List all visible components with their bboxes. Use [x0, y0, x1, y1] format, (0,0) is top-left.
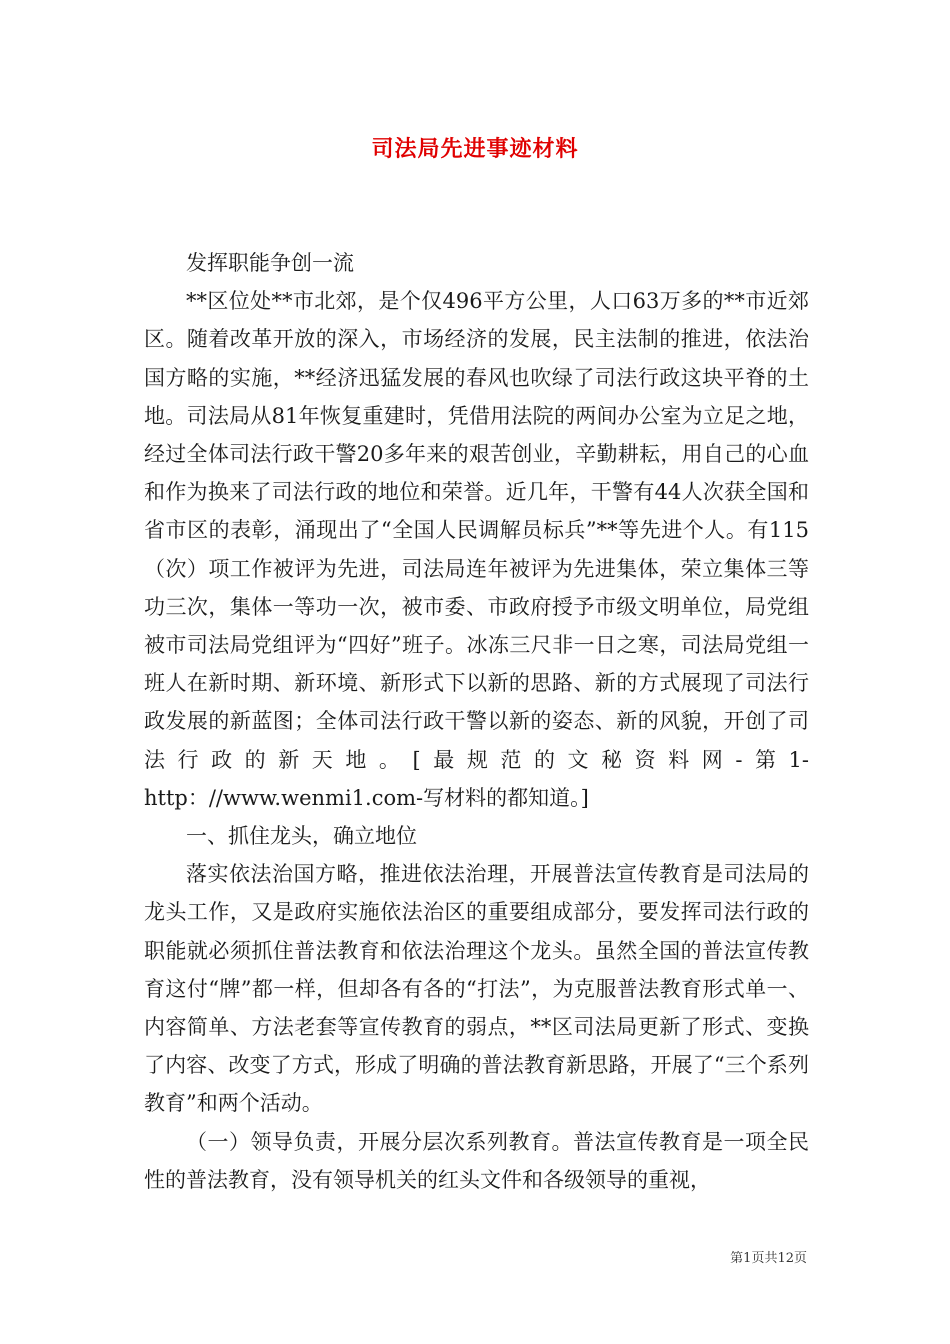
paragraph-intro: **区位处**市北郊，是个仅496平方公里，人口63万多的**市近郊区。随着改革开放的深入，市场经济的发展，民主法制的推进，依法治国方略的实施，**经济迅猛发展的春风也吹绿了司法行政这块平脊的土地。司法局从81年恢复重建时，凭借用法院的两间办公室为立足之地，经过全体司法行政干警20多年来的艰苦创业，辛勤耕耘，用自己的心血和作为换来了司法行政的地位和荣誉。近几年，干警有44人次获全国和省市区的表彰，涌现出了“全国人民调解员标兵”**等先进个人。有115（次）项工作被评为先进，司法局连年被评为先进集体，荣立集体三等功三次，集体一等功一次，被市委、市政府授予市级文明单位，局党组被市司法局党组评为“四好”班子。冰冻三尺非一日之寒，司法局党组一班人在新时期、新环境、新形式下以新的思路、新的方式展现了司法行政发展的新蓝图；全体司法行政干警以新的姿态、新的风貌，开创了司法行政的新天地。[最规范的文秘资料网-第1-http：//www.wenmi1.com-写材料的都知道。] [144, 289, 809, 810]
paragraph-section-1: 落实依法治国方略，推进依法治理，开展普法宣传教育是司法局的龙头工作，又是政府实施依法治区的重要组成部分，要发挥司法行政的职能就必须抓住普法教育和依法治理这个龙头。虽然全国的普法宣传教育这付“牌”都一样，但却各有各的“打法”，为克服普法教育形式单一、内容简单、方法老套等宣传教育的弱点，**区司法局更新了形式、变换了内容、改变了方式，形成了明确的普法教育新思路，开展了“三个系列教育”和两个活动。 [144, 862, 809, 1116]
page-number-label: 第1页共12页 [730, 1251, 807, 1266]
page-number [730, 1247, 807, 1266]
section-heading-1: 一、抓住龙头，确立地位 [186, 824, 417, 849]
document-title: 司法局先进事迹材料 [371, 136, 579, 162]
paragraph-subsection-1: （一）领导负责，开展分层次系列教育。普法宣传教育是一项全民性的普法教育，没有领导机关的红头文件和各级领导的重视， [144, 1129, 809, 1192]
document-body [144, 244, 809, 1199]
paragraph-subtitle: 发挥职能争创一流 [186, 251, 354, 275]
